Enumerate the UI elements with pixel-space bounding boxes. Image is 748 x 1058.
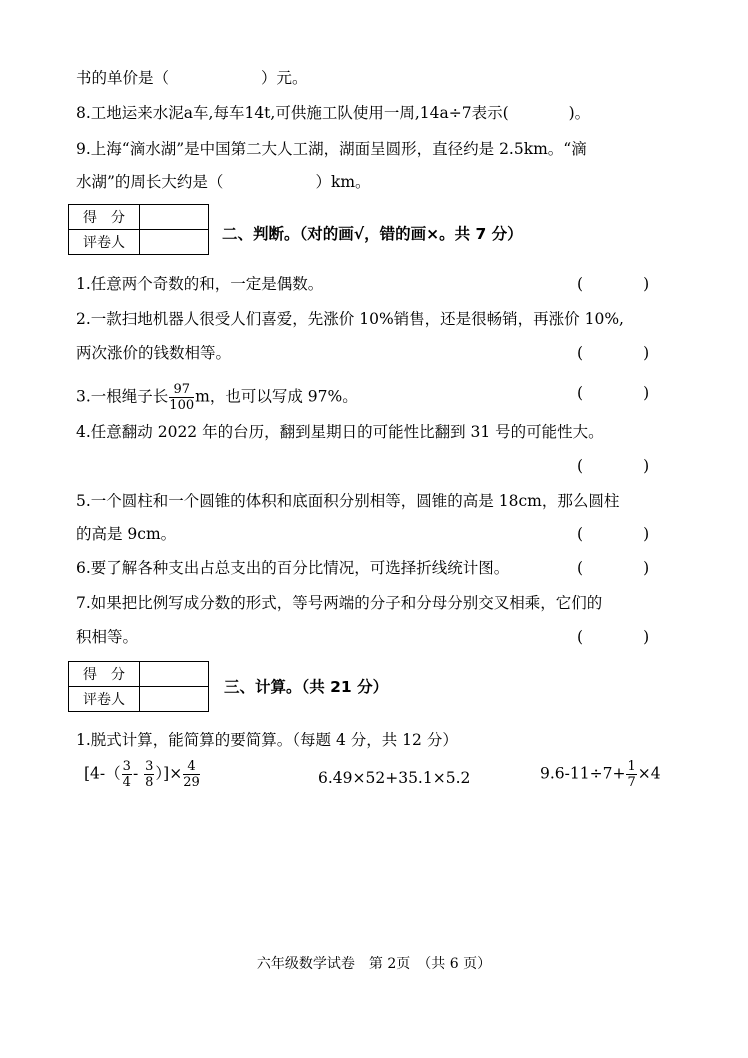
answer-paren[interactable]: ( ) xyxy=(577,628,650,646)
score-label: 得 分 xyxy=(69,205,140,230)
answer-paren[interactable]: ( ) xyxy=(577,384,650,402)
answer-paren[interactable]: ( ) xyxy=(577,559,650,577)
score-cell[interactable] xyxy=(140,205,209,230)
fraction: $\frac{1}{7}$ xyxy=(627,759,636,790)
expression-3: 9.6-11÷7+ $\frac{1}{7}$ ×4 xyxy=(540,759,661,790)
score-label: 得 分 xyxy=(69,662,140,687)
expression-2: 6.49×52+35.1×5.2 xyxy=(318,769,471,787)
fraction: $\frac{97}{100}$ xyxy=(169,382,195,413)
answer-paren[interactable]: ( ) xyxy=(577,457,650,475)
judge-question-2-line1: 2.一款扫地机器人很受人们喜爱，先涨价 10%销售，还是很畅销，再涨价 10%, xyxy=(76,310,624,328)
grader-cell[interactable] xyxy=(140,687,209,712)
fraction: $\frac{4}{29}$ xyxy=(183,759,200,790)
question-text: ）元。 xyxy=(261,69,308,87)
grader-label: 评卷人 xyxy=(69,230,140,255)
judge-question-1: 1.任意两个奇数的和，一定是偶数。 xyxy=(76,275,324,293)
answer-paren[interactable]: ( ) xyxy=(577,275,650,293)
question-text: 8.工地运来水泥a车,每车14t,可供施工队使用一周,14a÷7表示( xyxy=(76,104,509,122)
question-text: 水湖”的周长大约是（ xyxy=(76,173,224,191)
question-8 xyxy=(76,103,590,123)
expression-1: [4-（ $\frac{3}{4}$ - $\frac{3}{8}$ ）]× $\frac{4}{29}$ xyxy=(84,759,200,790)
judge-question-6: 6.要了解各种支出占总支出的百分比情况，可选择折线统计图。 xyxy=(76,559,510,577)
question-text: 书的单价是（ xyxy=(76,69,170,87)
grader-label: 评卷人 xyxy=(69,687,140,712)
fraction: $\frac{3}{4}$ xyxy=(122,759,131,790)
question-text: 3.一根绳子长 xyxy=(76,387,169,406)
question-7-tail xyxy=(76,68,308,88)
judge-question-3 xyxy=(76,383,358,412)
section2-heading: 二、判断。（对的画√，错的画×。共 7 分） xyxy=(222,225,523,243)
section3-heading: 三、计算。（共 21 分） xyxy=(224,678,389,696)
judge-question-2-line2: 两次涨价的钱数相等。 xyxy=(76,344,232,362)
question-9-line2 xyxy=(76,172,371,192)
answer-paren[interactable]: ( ) xyxy=(577,525,650,543)
question-9-line1: 9.上海“滴水湖”是中国第二大人工湖，湖面呈圆形，直径约是 2.5km。“滴 xyxy=(76,140,587,158)
section3-subquestion-1: 1.脱式计算，能简算的要简算。（每题 4 分，共 12 分） xyxy=(76,731,458,749)
judge-question-5-line1: 5.一个圆柱和一个圆锥的体积和底面积分别相等，圆锥的高是 18cm，那么圆柱 xyxy=(76,492,620,510)
fraction: $\frac{3}{8}$ xyxy=(145,759,154,790)
question-text: )。 xyxy=(568,104,591,122)
judge-question-7-line2: 积相等。 xyxy=(76,628,139,646)
judge-question-4: 4.任意翻动 2022 年的台历，翻到星期日的可能性比翻到 31 号的可能性大。 xyxy=(76,423,604,441)
answer-paren[interactable]: ( ) xyxy=(577,344,650,362)
judge-question-7-line1: 7.如果把比例写成分数的形式，等号两端的分子和分母分别交叉相乘，它们的 xyxy=(76,594,603,612)
judge-question-5-line2: 的高是 9cm。 xyxy=(76,525,177,543)
page-footer: 六年级数学试卷 第 2页 （共 6 页） xyxy=(256,956,492,972)
question-text: ）km。 xyxy=(315,173,371,191)
question-text: m，也可以写成 97%。 xyxy=(195,387,358,406)
section2-score-box xyxy=(68,204,209,255)
score-cell[interactable] xyxy=(140,662,209,687)
section3-score-box xyxy=(68,661,209,712)
grader-cell[interactable] xyxy=(140,230,209,255)
